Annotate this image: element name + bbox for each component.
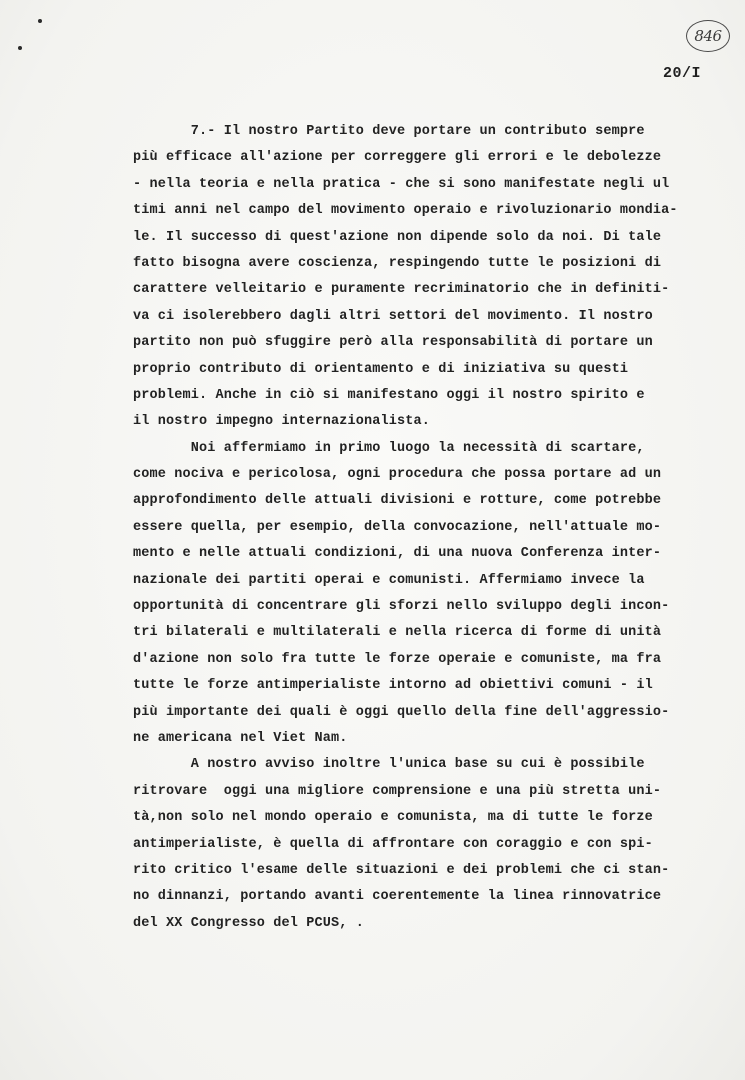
text-line: A nostro avviso inoltre l'unica base su cui è possibile — [133, 757, 645, 773]
archive-stamp: 846 — [686, 20, 730, 52]
text-line: le. Il successo di quest'azione non dipende solo da noi. Di tale — [133, 229, 662, 245]
ink-speck — [38, 19, 42, 23]
text-line: partito non può sfuggire però alla responsabilità di portare un — [133, 335, 653, 351]
text-line: mento e nelle attuali condizioni, di una nuova Conferenza inter- — [133, 546, 662, 562]
text-line: tà,non solo nel mondo operaio e comunista, ma di tutte le forze — [133, 810, 653, 826]
text-line: carattere velleitario e puramente recriminatorio che in definiti- — [133, 282, 670, 298]
ink-speck — [18, 46, 22, 50]
text-line: 7.- Il nostro Partito deve portare un contributo sempre — [133, 124, 645, 139]
text-line: proprio contributo di orientamento e di iniziativa su questi — [133, 361, 629, 377]
text-line: tri bilaterali e multilaterali e nella ricerca di forme di unità — [133, 625, 662, 641]
text-line: no dinnanzi, portando avanti coerentemente la linea rinnovatrice — [133, 889, 662, 905]
text-line: più efficace all'azione per correggere gli errori e le debolezze — [133, 150, 662, 166]
text-line: più importante dei quali è oggi quello della fine dell'aggressio- — [133, 704, 670, 720]
text-line: rito critico l'esame delle situazioni e dei problemi che ci stan- — [133, 862, 670, 878]
page-number: 20/I — [663, 65, 702, 82]
text-line: Noi affermiamo in primo luogo la necessità di scartare, — [133, 440, 645, 456]
text-line: timi anni nel campo del movimento operaio e rivoluzionario mondia- — [133, 203, 678, 219]
text-line: fatto bisogna avere coscienza, respingendo tutte le posizioni di — [133, 255, 662, 271]
text-line: nazionale dei partiti operai e comunisti. Affermiamo invece la — [133, 572, 645, 588]
text-line: essere quella, per esempio, della convocazione, nell'attuale mo- — [133, 519, 662, 535]
text-line: problemi. Anche in ciò si manifestano oggi il nostro spirito e — [133, 387, 645, 403]
text-line: antimperialiste, è quella di affrontare con coraggio e con spi- — [133, 836, 653, 852]
text-line: il nostro impegno internazionalista. — [133, 414, 431, 430]
body-text — [133, 119, 723, 937]
text-line: ne americana nel Viet Nam. — [133, 730, 348, 746]
text-line: - nella teoria e nella pratica - che si sono manifestate negli ul — [133, 176, 670, 192]
text-line: opportunità di concentrare gli sforzi nello sviluppo degli incon- — [133, 599, 670, 615]
text-line: tutte le forze antimperialiste intorno ad obiettivi comuni - il — [133, 678, 653, 694]
text-line: come nociva e pericolosa, ogni procedura che possa portare ad un — [133, 467, 662, 483]
text-line: ritrovare oggi una migliore comprensione e una più stretta uni- — [133, 783, 662, 799]
text-line: d'azione non solo fra tutte le forze operaie e comuniste, ma fra — [133, 651, 662, 667]
text-line: approfondimento delle attuali divisioni e rotture, come potrebbe — [133, 493, 662, 509]
text-line: del XX Congresso del PCUS, . — [133, 915, 365, 931]
text-line: va ci isolerebbero dagli altri settori del movimento. Il nostro — [133, 308, 653, 324]
